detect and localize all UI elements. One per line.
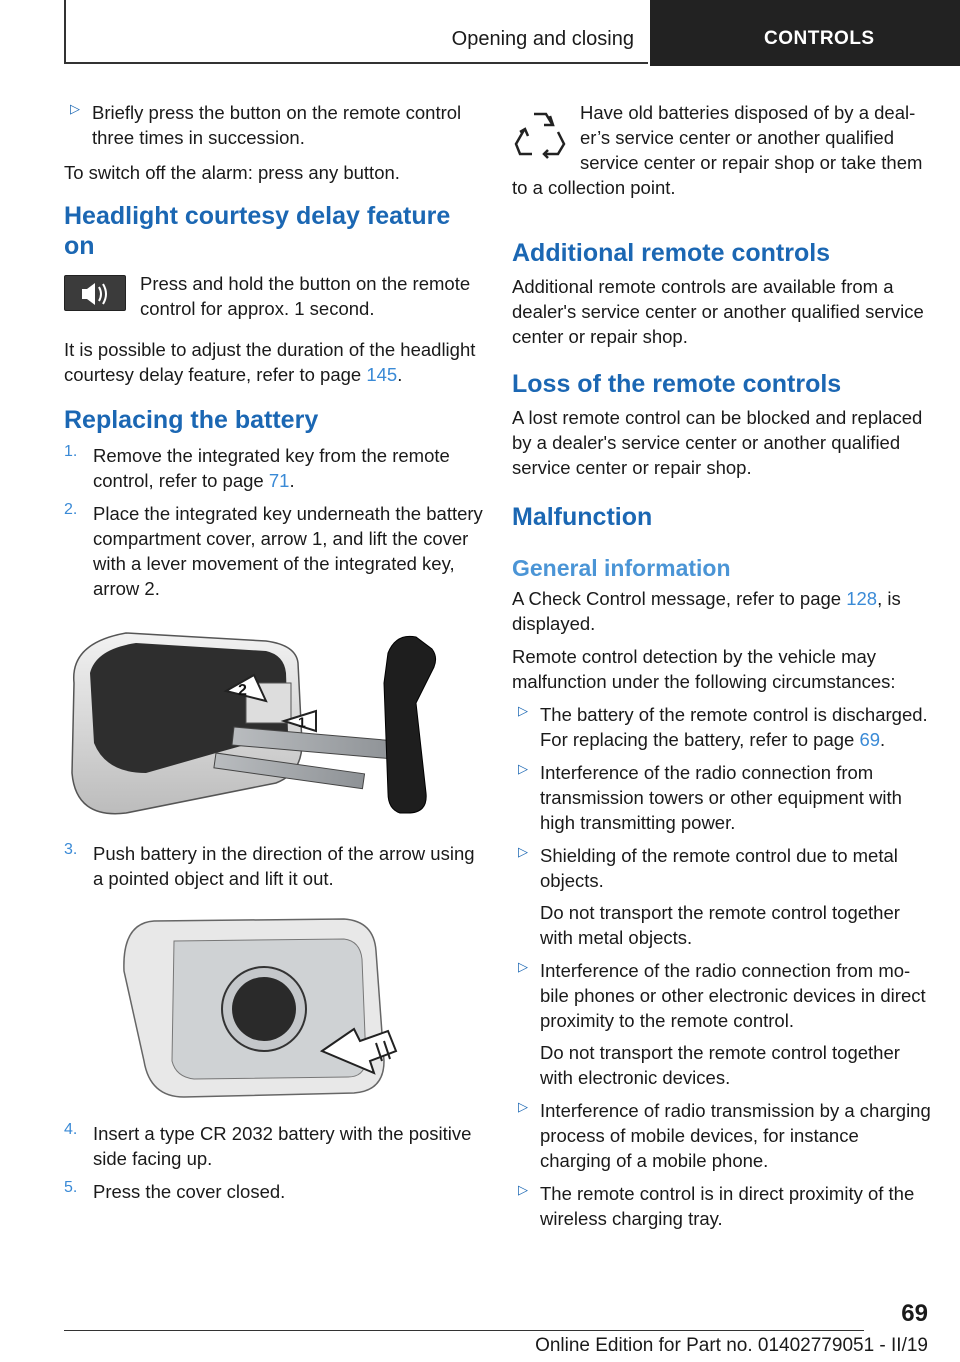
left-column bbox=[64, 100, 484, 1204]
headlight-icon-text: Press and hold the button on the remote control for approx. 1 second. bbox=[140, 273, 471, 319]
heading-general-info: General information bbox=[512, 555, 731, 581]
triangle-bullet-icon: ▷ bbox=[518, 761, 528, 776]
heading-additional: Additional remote controls bbox=[512, 239, 831, 267]
page-link-128[interactable]: 128 bbox=[846, 588, 878, 609]
recycle-text: Have old batteries disposed of by a dealer’s service center or another qualified service center or repair shop or take them to a collection point. bbox=[512, 102, 923, 198]
figure-key-removal bbox=[66, 623, 466, 823]
heading-battery: Replacing the battery bbox=[64, 406, 319, 434]
detection-text: Remote control detection by the vehicle may malfunction under the following circumstances: bbox=[512, 646, 896, 692]
list-item: ▷ The battery of the remote control is discharged. For replacing the battery, refer to page 69. bbox=[518, 703, 928, 750]
step-3: 3. Push battery in the direction of the arrow using a pointed object and lift it out. bbox=[64, 841, 475, 889]
additional-text: Additional remote controls are available from a dealer's service center or another qualified service center or repair shop. bbox=[512, 276, 924, 347]
triangle-bullet-icon: ▷ bbox=[518, 1182, 528, 1197]
triangle-bullet-icon: ▷ bbox=[70, 101, 80, 116]
page-number: 69 bbox=[901, 1300, 928, 1327]
triangle-bullet-icon: ▷ bbox=[518, 959, 528, 974]
loss-text: A lost remote control can be blocked and replaced by a dealer's service center or another qualified service center or repair shop. bbox=[512, 407, 923, 478]
list-item bbox=[64, 100, 484, 150]
figure-battery-removal bbox=[114, 911, 434, 1101]
footer-edition: Online Edition for Part no. 01402779051 - II/19 bbox=[535, 1335, 928, 1356]
step-2: 2. Place the integrated key underneath the battery compartment cover, arrow 1, and lift the cover with a lever movement of the integrated key, arrow 2. bbox=[64, 501, 483, 599]
header-section bbox=[64, 0, 648, 64]
step-4: 4. Insert a type CR 2032 battery with the positive side facing up. bbox=[64, 1121, 472, 1169]
check-control-text: A Check Control message, refer to page 128, is displayed. bbox=[512, 588, 901, 634]
triangle-bullet-icon: ▷ bbox=[518, 703, 528, 718]
figure-label-1: 1 bbox=[298, 714, 306, 730]
figure-label-2: 2 bbox=[238, 682, 247, 699]
page-link-71[interactable]: 71 bbox=[268, 470, 290, 491]
headlight-button-icon bbox=[64, 275, 126, 311]
section-title: Opening and closing bbox=[451, 28, 634, 50]
right-column bbox=[512, 100, 932, 1231]
step-5: 5. Press the cover closed. bbox=[64, 1179, 286, 1202]
recycle-icon bbox=[512, 106, 568, 162]
step-1: 1. Remove the integrated key from the remote control, refer to page 71. bbox=[64, 443, 450, 491]
heading-headlight: Headlight courtesy delay feature on bbox=[64, 202, 451, 260]
alarm-text: To switch off the alarm: press any button. bbox=[64, 162, 400, 183]
chapter-tab[interactable] bbox=[650, 0, 960, 66]
list-item: ▷ Interference of the radio connection from mobile phones or other electronic devices in direct proximity to the remote control. Do not transport the remote control together with electronic devices. bbox=[518, 959, 926, 1088]
list-item: ▷ Interference of the radio connection from transmission towers or other equipment with high transmitting power. bbox=[518, 761, 902, 833]
heading-malfunction: Malfunction bbox=[512, 503, 653, 531]
headlight-instruction bbox=[64, 271, 484, 331]
list-item: ▷ Shielding of the remote control due to metal objects. Do not transport the remote control together with metal objects. bbox=[518, 844, 900, 948]
list-item: ▷ The remote control is in direct proximity of the wireless charging tray. bbox=[518, 1182, 915, 1229]
triangle-bullet-icon: ▷ bbox=[518, 844, 528, 859]
heading-loss: Loss of the remote controls bbox=[512, 370, 842, 398]
page-link-145[interactable]: 145 bbox=[366, 364, 398, 385]
list-item: ▷ Interference of radio transmission by a charging process of mobile devices, for instance charging of a mobile phone. bbox=[518, 1099, 931, 1171]
headlight-adjust-text: It is possible to adjust the duration of the headlight courtesy delay feature, refer to page 145. bbox=[64, 339, 476, 385]
page-link-69[interactable]: 69 bbox=[859, 729, 881, 750]
chapter-tab-label: CONTROLS bbox=[764, 28, 875, 49]
footer-rule bbox=[64, 1330, 864, 1331]
bullet-text: Briefly press the button on the remote control three times in succession. bbox=[92, 102, 462, 148]
triangle-bullet-icon: ▷ bbox=[518, 1099, 528, 1114]
header-left-rule bbox=[64, 0, 66, 64]
recycle-note bbox=[512, 100, 932, 200]
